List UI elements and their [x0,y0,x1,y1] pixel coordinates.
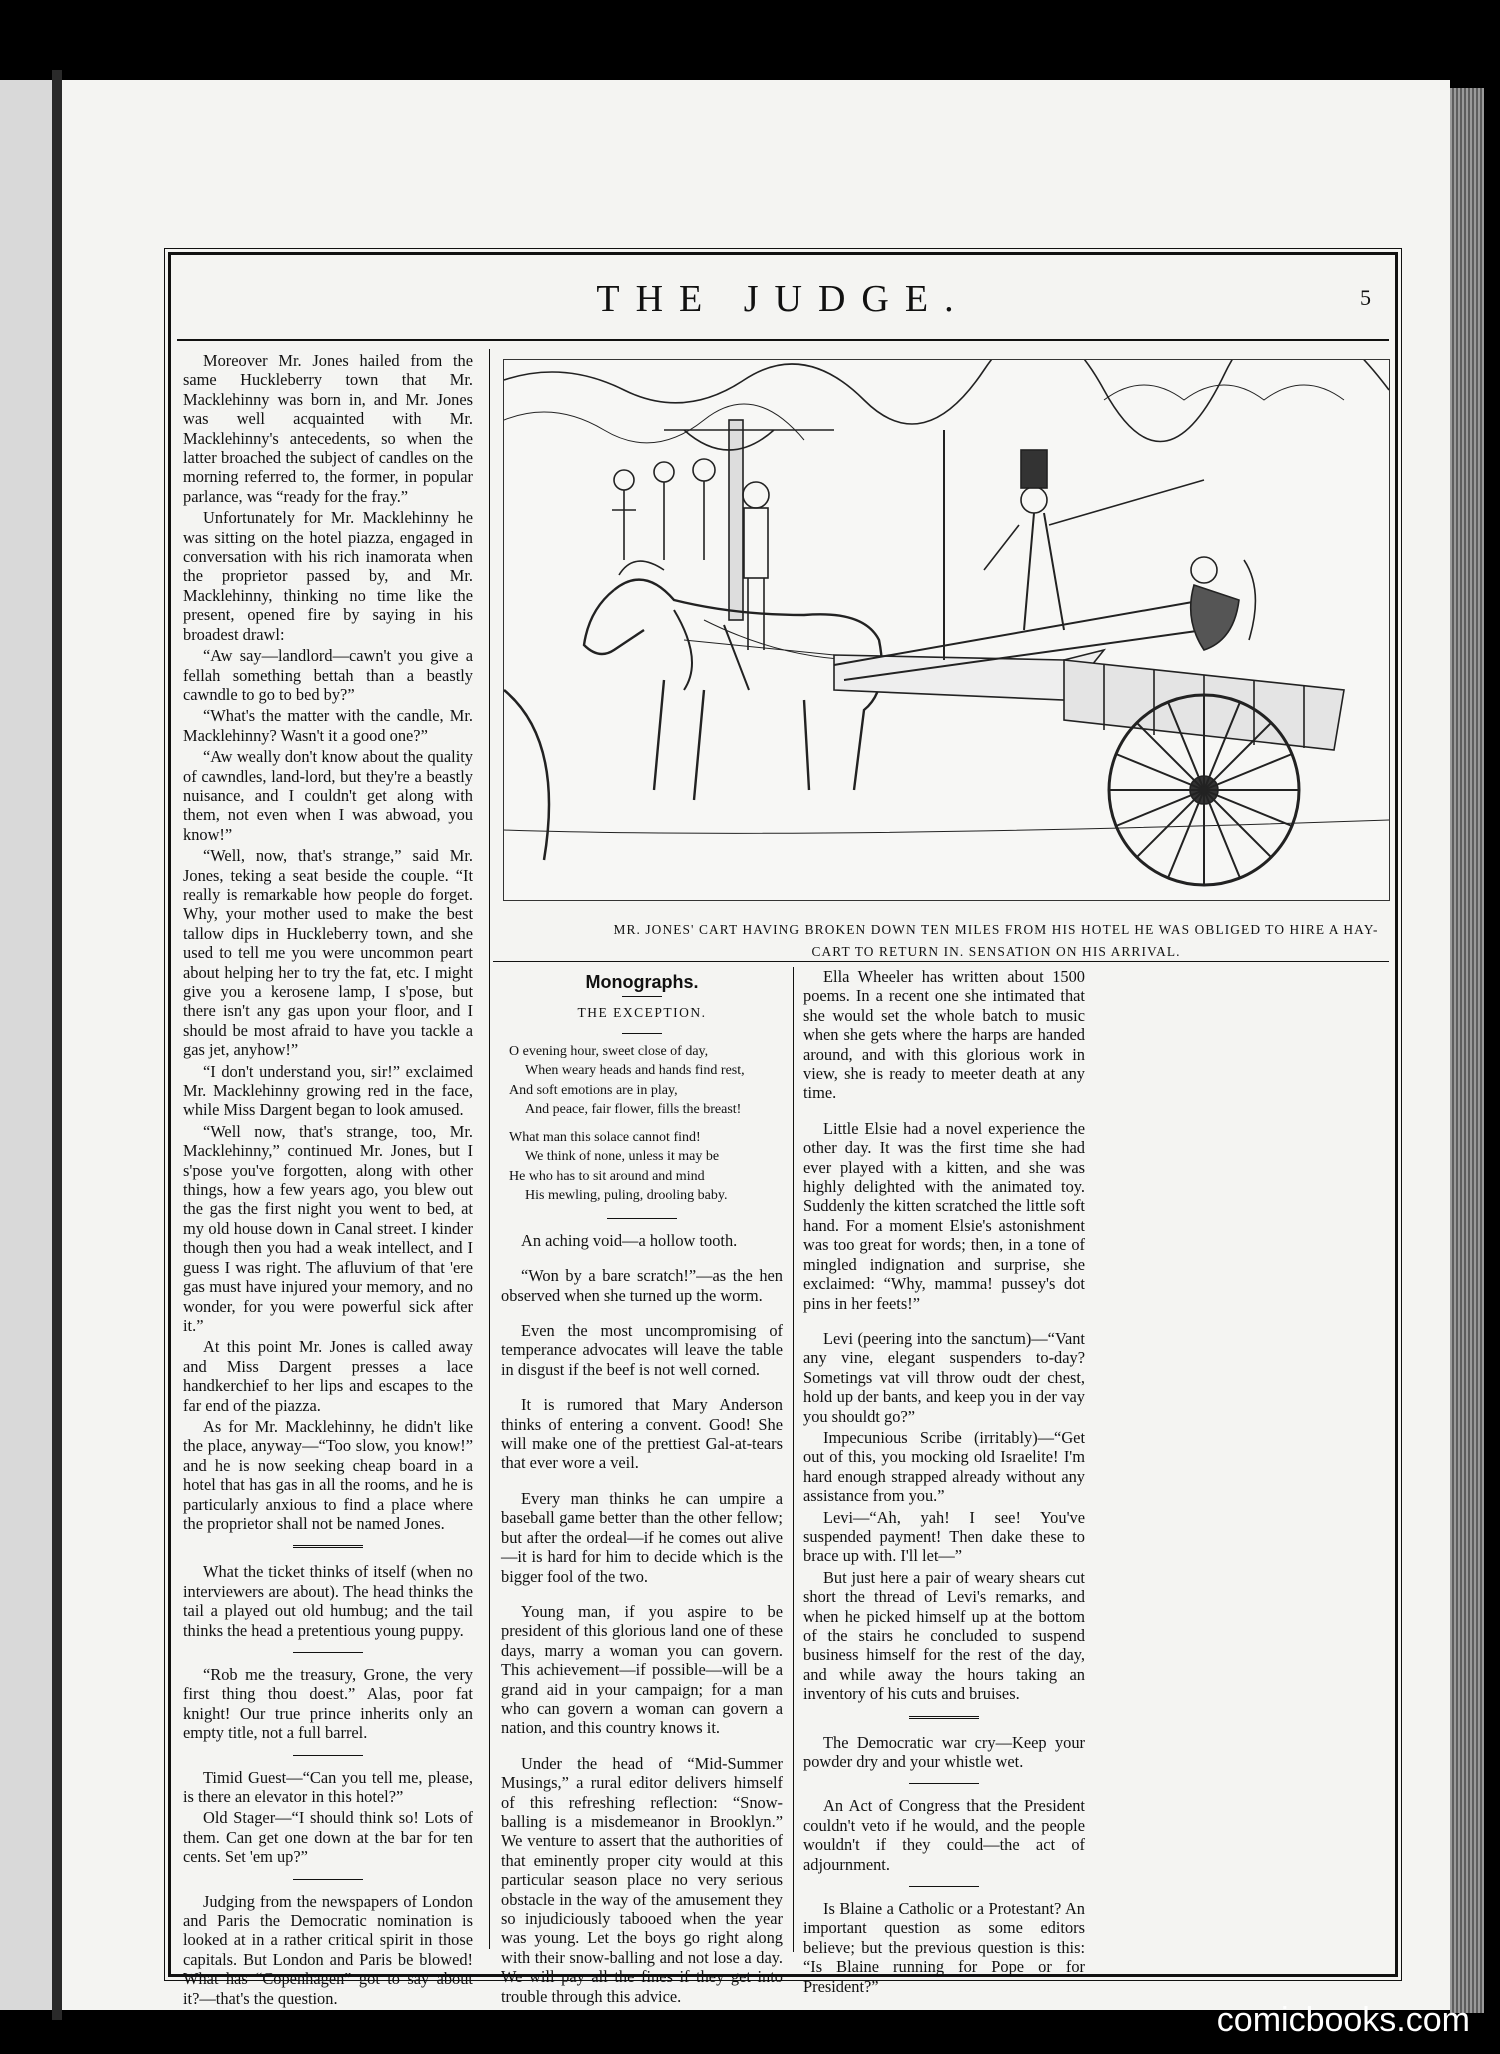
middle-paragraph: Every man thinks he can umpire a baseball game better than the other fellow; but after the ordeal—if he comes out alive—it is hard for him to decide which is the bigger fool of the two. [501,1488,783,1586]
book-page-edges [1450,88,1484,2013]
page-number: 5 [1360,285,1371,310]
poem-line: His mewling, puling, drooling baby. [525,1188,728,1204]
monographs-heading: Monographs. [585,972,699,992]
left-paragraph: “Well, now, that's strange,” said Mr. Jones, teking a seat beside the couple. “It really is remarkable how people do forget. Why, your mother used to make the best tallow dips in Huckleberry town, and she used to tell me you were uncommon peart about helping her to try the fat, etc. I might give you a kerosene lamp, I s'pose, but there isn't any gas upon your floor, and I should be most afraid to have you tackle a gas jet, anyhow!” [183,846,473,1060]
column-rule [793,967,794,1952]
item-ticket: What the ticket thinks of itself (when no interviewers are about). The head thinks the tail a played out old humbug; and the tail thinks the head a pretentious young puppy. [183,1562,473,1640]
poem-line: When weary heads and hands find rest, [525,1063,745,1079]
section-divider [909,1886,979,1887]
item-timid-guest: Timid Guest—“Can you tell me, please, is there an elevator in this hotel?” [183,1767,473,1807]
caption-rule [493,961,1389,962]
page-border [168,252,1398,2008]
middle-paragraph: Young man, if you aspire to be president of this glorious land one of these days, marry a woman you can govern. This achievement—if possible—will be a grand aid in your campaign; for a man who can govern a woman can govern a nation, and this country knows it. [501,1601,783,1738]
middle-paragraph: “Won by a bare scratch!”—as the hen observed when she turned up the worm. [501,1266,783,1305]
left-paragraph: “What's the matter with the candle, Mr. Macklehinny? Wasn't it a good one?” [183,706,473,745]
right-paragraph: Impecunious Scribe (irritably)—“Get out of this, you mocking old Israelite! I'm hard enough strapped already without any assistance from you.” [803,1427,1085,1506]
watermark: comicbooks.com [1216,2001,1470,2039]
right-paragraph: Levi—“Ah, yah! I see! You've suspended payment! Then dake these to brace up with. I'll let—” [803,1507,1085,1566]
section-divider [909,1716,979,1721]
right-paragraph: But just here a pair of weary shears cut short the thread of Levi's remarks, and when he picked himself up at the bottom of the stairs he concluded to suspend business himself for the rest of the day, and while away the hours taking an inventory of his cuts and bruises. [803,1567,1085,1704]
section-divider [293,1545,363,1550]
left-paragraph: “Aw say—landlord—cawn't you give a fellah something bettah than a beastly cawndle to go to bed by?” [183,646,473,704]
illustration-caption: MR. JONES' CART HAVING BROKEN DOWN TEN MILES FROM HIS HOTEL HE WAS OBLIGED TO HIRE A HAY-CART TO RETURN IN. SENSATION ON HIS ARRIVAL. [613,922,1379,959]
left-column [183,351,473,2010]
item-blaine: Is Blaine a Catholic or a Protestant? An important question as some editors believe; but the previous question is this: “Is Blaine running for Pope or for President?” [803,1899,1085,1996]
facing-page-edge [0,80,52,2010]
right-paragraph: Ella Wheeler has written about 1500 poems. In a recent one she intimated that she would set the whole batch to music when she gets where the harps are handed around, and with this glorious work in view, she is ready to meeter death at any time. [803,967,1085,1103]
item-judging: Judging from the newspapers of London and Paris the Democratic nomination is looked at in a rather critical spirit in those capitals. But London and Paris be blowed! What has “Copenhagen” got to say about it?—that's the question. [183,1891,473,2008]
left-paragraph: “Well now, that's strange, too, Mr. Macklehinny,” continued Mr. Jones, but I s'pose you've forgotten, along with other things, how a few years ago, you blew out the gas the first night you went to bed, at my old house down in Canal street. I kinder though then you had a weak intellect, and I guess I was right. The afluvium of that 'ere gas must have injured your memory, and no wonder, for you were powerful sick after it.” [183,1121,473,1335]
poem-line: He who has to sit around and mind [509,1168,705,1184]
item-old-stager: Old Stager—“I should think so! Lots of them. Can get one down at the bar for ten cents. Set 'em up?” [183,1808,473,1867]
middle-paragraph: Even the most uncompromising of temperance advocates will leave the table in disgust if the beef is not well corned. [501,1321,783,1379]
left-paragraph: “Aw weally don't know about the quality of cawndles, land-lord, but they're a beastly nuisance, and I couldn't get along with them, not even when I was abwoad, you know!” [183,747,473,844]
page-sheet [62,80,1450,2010]
middle-paragraph: Under the head of “Mid-Summer Musings,” a rural editor delivers himself of this refreshing reflection: “Snow-balling is a misdemeanor in Brooklyn.” We venture to assert that the authorities of that eminently proper city would at this particular season place no very serious obstacle in the way of the amusement they so injudiciously tabooed when the year was young. Let the boys go right along with their snow-balling and not lose a day. We will pay all the fines if they get into trouble through this advice. [501,1753,783,2006]
book-gutter [52,70,62,2020]
poem-line: And soft emotions are in play, [509,1082,678,1098]
column-rule [489,349,490,1949]
left-paragraph: Moreover Mr. Jones hailed from the same Huckleberry town that Mr. Macklehinny was born in, and Mr. Jones was well acquainted with Mr. Macklehinny's antecedents, so when the latter broached the subject of candles on the morning referred to, the former, in popular parlance, was “ready for the fray.” [183,351,473,506]
section-divider [293,1652,363,1653]
hay-cart-engraving [504,360,1389,900]
poem-title: THE EXCEPTION. [577,1005,707,1021]
left-paragraph: “I don't understand you, sir!” exclaimed Mr. Macklehinny growing red in the face, while Miss Dargent began to look amused. [183,1061,473,1120]
right-paragraph: Little Elsie had a novel experience the other day. It was the first time she had ever played with a kitten, and she was highly delighted with the animated toy. Suddenly the kitten scratched the little soft hand. For a moment Elsie's astonishment was too great for words; then, in a tone of mingled indignation and surprise, she exclaimed: “Why, mamma! pussey's dot pins in her feets!” [803,1118,1085,1313]
poem-line: O evening hour, sweet close of day, [509,1043,709,1059]
masthead-rule [177,339,1389,341]
poem-the-exception [501,1042,783,1206]
item-act-of-congress: An Act of Congress that the President couldn't veto if he would, and the people wouldn't if they could—the act of adjournment. [803,1796,1085,1874]
section-divider [909,1783,979,1784]
illustration-hay-cart [503,359,1390,901]
poem-line: What man this solace cannot find! [509,1129,701,1145]
item-war-cry: The Democratic war cry—Keep your powder dry and your whistle wet. [803,1732,1085,1772]
item-rob-treasury: “Rob me the treasury, Grone, the very first thing thou doest.” Alas, poor fat knight! Our true prince inherits only an empty title, not a full barrel. [183,1665,473,1743]
poem-title-rule [622,1033,662,1034]
section-divider [607,1218,677,1219]
masthead: THE JUDGE. [596,278,970,320]
middle-paragraph: An aching void—a hollow tooth. [521,1230,738,1250]
left-paragraph: Unfortunately for Mr. Macklehinny he was sitting on the hotel piazza, engaged in conversation with his rich inamorata when the proprietor passed by, and Mr. Macklehinny, thinking no time like the present, opened fire by saying in his broadest drawl: [183,508,473,644]
poem-line: And peace, fair flower, fills the breast! [525,1102,742,1118]
section-divider [293,1879,363,1880]
poem-line: We think of none, unless it may be [525,1149,720,1165]
right-paragraph: Levi (peering into the sanctum)—“Vant any vine, elegant suspenders to-day? Sometings vat vill throw oudt der chest, hold up der bants, and keep you in der vay you shouldt go?” [803,1328,1085,1426]
section-divider [293,1755,363,1756]
heading-rule [622,996,662,997]
left-paragraph: As for Mr. Macklehinny, he didn't like the place, anyway—“Too slow, you know!” and he is now seeking cheap board in a hotel that has gas in all the rooms, and he is particularly anxious to find a place where the proprietor shall not be named Jones. [183,1416,473,1533]
middle-column [501,967,783,2008]
middle-paragraph: It is rumored that Mary Anderson thinks of entering a convent. Good! She will make one of the prettiest Gal-at-tears that ever wore a veil. [501,1395,783,1473]
left-paragraph: At this point Mr. Jones is called away and Miss Dargent presses a lace handkerchief to her lips and escapes to the far end of the piazza. [183,1337,473,1415]
right-column [803,967,1085,1998]
